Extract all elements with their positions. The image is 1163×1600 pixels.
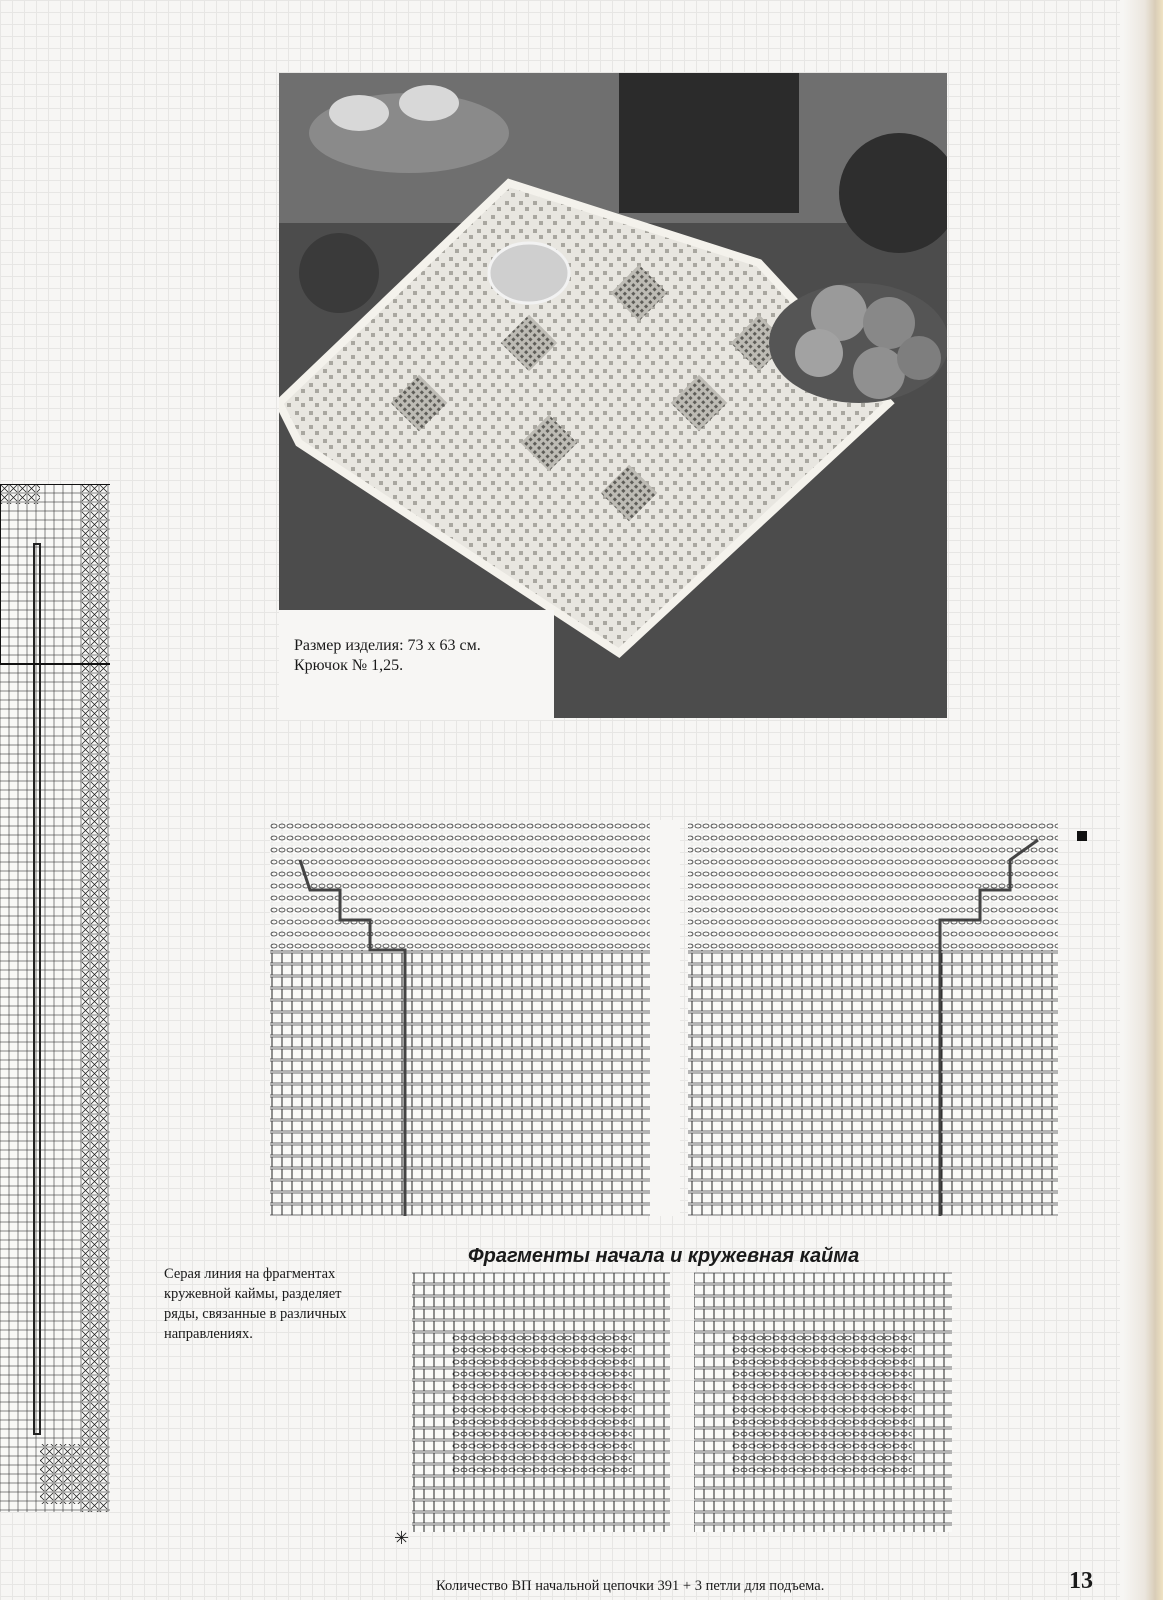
lace-edge-chart-top	[270, 820, 1070, 1216]
page-number: 13	[1069, 1568, 1093, 1594]
page-edge	[1123, 0, 1163, 1600]
start-marker: ✳	[394, 1528, 410, 1548]
corner-square-marker	[1077, 831, 1087, 841]
lace-edge-chart-bottom	[412, 1272, 962, 1532]
left-border-chart	[0, 484, 110, 1512]
section-title: Фрагменты начала и кружевная кайма	[468, 1245, 860, 1267]
gray-line-note: Серая линия на фрагментах кружевной каймы, разделяет ряды, связанные в различных направлениях.	[164, 1266, 347, 1342]
chain-count-footer: Количество ВП начальной цепочки 391 + 3 петли для подъема.	[436, 1578, 825, 1594]
size-line: Размер изделия: 73 х 63 см.	[294, 637, 481, 654]
hook-line: Крючок № 1,25.	[294, 657, 404, 674]
product-caption	[294, 636, 481, 676]
